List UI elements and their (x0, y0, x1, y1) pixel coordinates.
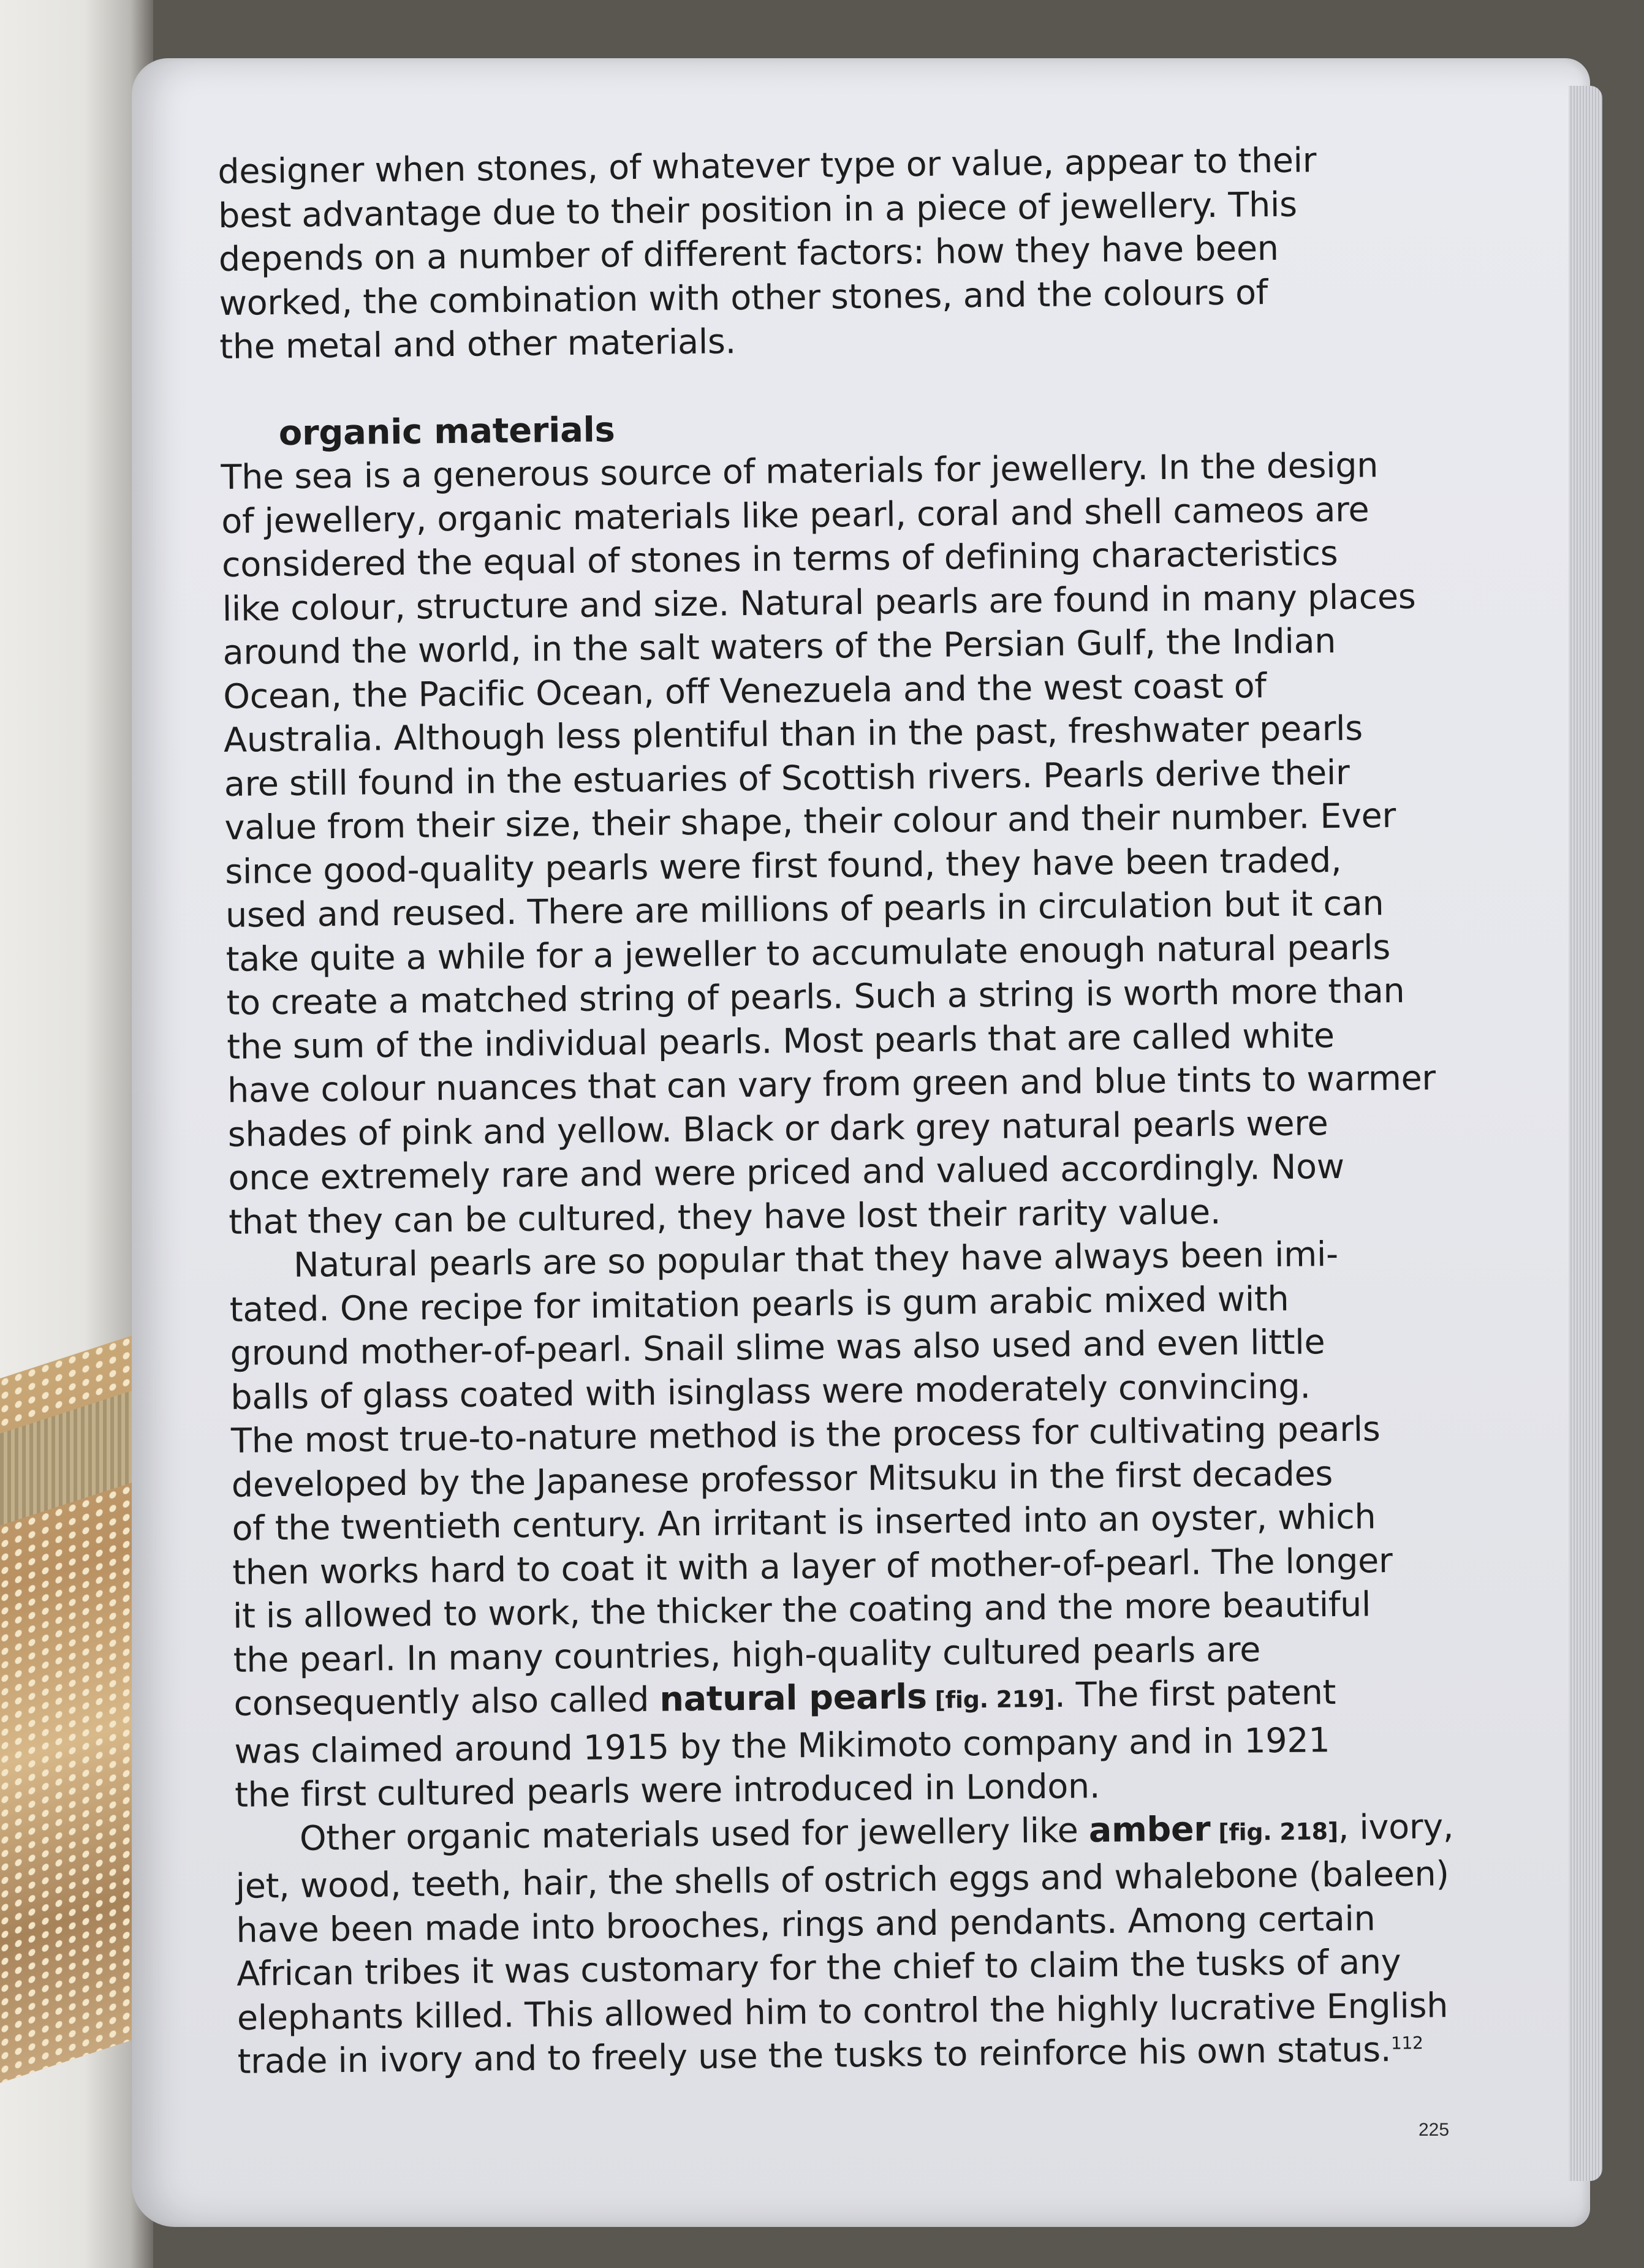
bold-term: amber (1088, 1809, 1211, 1850)
text-line: The most true-to-nature method is the process for cultivating pearls (230, 1409, 1381, 1461)
section-heading: organic materials (278, 409, 615, 453)
text-run: , ivory, (1338, 1806, 1454, 1848)
footnote-marker: 112 (1390, 2033, 1423, 2054)
figure-reference: [fig. 218] (1210, 1817, 1339, 1846)
text-line: of the twentieth century. An irritant is inserted into an oyster, which (232, 1497, 1376, 1549)
text-line: designer when stones, of whatever type or value, appear to their (218, 140, 1317, 192)
text-line: the pearl. In many countries, high-quality cultured pearls are (233, 1629, 1261, 1680)
text-line: then works hard to coat it with a layer of mother-of-pearl. The longer (232, 1540, 1393, 1593)
text-line: around the world, in the salt waters of the Persian Gulf, the Indian (222, 621, 1336, 673)
text-line: that they can be cultured, they have lost their rarity value. (228, 1192, 1221, 1242)
text-run: . The first patent (1054, 1673, 1336, 1715)
text-line: have colour nuances that can vary from green and blue tints to warmer (227, 1058, 1436, 1111)
text-line: best advantage due to their position in a piece of jewellery. This (218, 184, 1297, 236)
body-text (218, 137, 1488, 2084)
text-line: Australia. Although less plentiful than in the past, freshwater pearls (223, 708, 1363, 760)
page-number: 225 (1419, 2120, 1450, 2140)
text-line: depends on a number of different factors: how they have been (218, 228, 1279, 279)
figure-reference: [fig. 219] (926, 1685, 1055, 1714)
intro-paragraph (218, 137, 1470, 369)
text-line: have been made into brooches, rings and pendants. Among certain (236, 1898, 1376, 1951)
text-run: Other organic materials used for jewellery like (299, 1810, 1089, 1859)
text-line: of jewellery, organic materials like pearl, coral and shell cameos are (221, 489, 1369, 542)
facing-page (0, 0, 153, 2268)
text-line: The sea is a generous source of materials for jewellery. In the design (221, 445, 1379, 497)
text-line: Ocean, the Pacific Ocean, off Venezuela and the west coast of (223, 665, 1267, 717)
text-line: shades of pink and yellow. Black or dark grey natural pearls were (227, 1103, 1328, 1155)
text-line: value from their size, their shape, their colour and their number. Ever (224, 795, 1396, 848)
text-line: African tribes it was customary for the chief to claim the tusks of any (236, 1941, 1401, 1994)
text-line: are still found in the estuaries of Scottish rivers. Pearls derive their (224, 752, 1350, 804)
text-line: tated. One recipe for imitation pearls is gum arabic mixed with (229, 1279, 1289, 1330)
text-line: was claimed around 1915 by the Mikimoto company and in 1921 (234, 1720, 1330, 1772)
text-line: balls of glass coated with isinglass were moderately convincing. (230, 1366, 1311, 1418)
text-line: the first cultured pearls were introduced in London. (234, 1766, 1100, 1815)
page-edges (1569, 86, 1602, 2181)
paragraph-3 (235, 1804, 1487, 2084)
text-line: elephants killed. This allowed him to control the highly lucrative English (237, 1985, 1449, 2038)
text-line: take quite a while for a jeweller to accumulate enough natural pearls (225, 927, 1391, 980)
text-line: developed by the Japanese professor Mitsuku in the first decades (231, 1453, 1333, 1505)
text-line: used and reused. There are millions of pearls in circulation but it can (225, 883, 1384, 936)
paragraph-1 (221, 443, 1479, 1244)
text-run: consequently also called (233, 1679, 660, 1724)
bold-term: natural pearls (659, 1677, 928, 1720)
text-line: jet, wood, teeth, hair, the shells of ostrich eggs and whalebone (baleen) (235, 1854, 1450, 1907)
text-line: ground mother-of-pearl. Snail slime was also used and even little (230, 1322, 1325, 1374)
text-line: worked, the combination with other stones, and the colours of (219, 272, 1268, 323)
text-line: to create a matched string of pearls. Such a string is worth more than (226, 970, 1405, 1023)
paragraph-2 (229, 1231, 1485, 1818)
text-line: since good-quality pearls were first found, they have been traded, (224, 840, 1342, 892)
text-line: considered the equal of stones in terms of defining characteristics (221, 533, 1338, 585)
text-line: the sum of the individual pearls. Most pearls that are called white (226, 1015, 1335, 1067)
text-line: once extremely rare and were priced and valued accordingly. Now (228, 1146, 1345, 1198)
text-line: the metal and other materials. (219, 322, 737, 367)
text-run: trade in ivory and to freely use the tusks to reinforce his own status. (237, 2030, 1392, 2082)
text-line: Natural pearls are so popular that they have always been imi- (293, 1234, 1339, 1285)
text-line: like colour, structure and size. Natural pearls are found in many places (222, 576, 1416, 629)
text-line: it is allowed to work, the thicker the coating and the more beautiful (232, 1584, 1371, 1636)
